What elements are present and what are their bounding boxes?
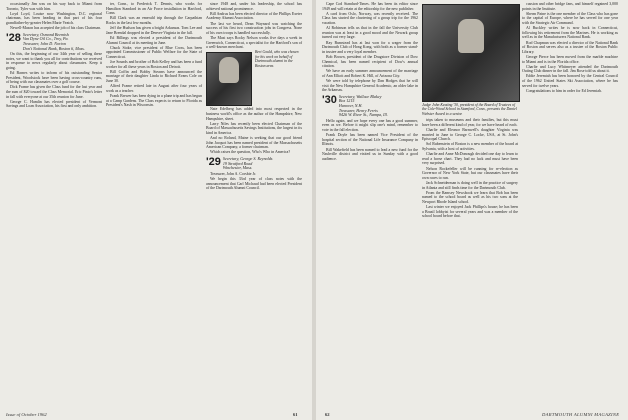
paragraph: Al Robinson tells us that in the fall the University Club reunion was at least in a good mood and the Newark group turned out very large.	[322, 26, 418, 40]
address-line: Hanover, N.H.	[338, 103, 363, 109]
class-year: '29	[206, 156, 221, 169]
paragraph: Bill Coffin and Bobby Stearns have announced the marriage of their daughter Linda to Richard Evans Cole on June 30.	[106, 69, 202, 84]
page-number: 62	[325, 412, 330, 417]
class-year: '30	[322, 93, 337, 106]
paragraph: Nelson Rockefeller will be running for re-election as Governor of New York State, but our classmates have their own races to run.	[422, 166, 518, 180]
paragraph: trips taken to museums and their families, but this must have been a different kind of year, for we have heard of each.	[422, 118, 518, 127]
paragraph: Newell-Mason has accepted the job of his class Chairman.	[10, 26, 102, 31]
photo-caption: Bert Gould, who was chosen for his work on behalf of Dartmouth alumni in the Boston area.	[255, 50, 299, 68]
paragraph: And no Roland, Maine is seeking that our good friend John Jacquot has been named president of the Massachusetts American Company, a former chairman.	[206, 136, 302, 150]
right-column-3	[522, 2, 618, 94]
paragraph: Larry Niles has recently been elected Chairman of the Board of Massachusetts Savings Institutions, the largest in its kind in America.	[206, 121, 302, 135]
paragraph: From the Ramsey Newsbook we learn that Bob has been named to the school board as well as his two sons at the Newport Rhode Island school.	[422, 190, 518, 204]
paragraph: Alfred Frame retired late in August after four years of work as a teacher.	[106, 84, 202, 93]
treasurer-line: Treasurer, Henry Ferris	[338, 107, 378, 113]
paragraph: Ed Billings was elected a president of the Dartmouth Alumni Council at its meeting in June.	[106, 35, 202, 45]
paragraph: ter, Conn., to Frederick T. Dennis, who works for Hamilton Standard in an Air Force installation in Hartford, Conn.	[106, 2, 202, 16]
treasurer-line: Treasurer, John D. Norton	[22, 40, 66, 46]
left-page	[0, 0, 312, 420]
issue-month: October 1962	[21, 412, 47, 417]
paragraph: Bill Andrus has been elected director of the Phillips Exeter Academy Alumni Association.	[206, 11, 302, 21]
paragraph: We have an early summer announcement of the marriage of Ann Elliott and Robert K. Hill, of Arizona City.	[322, 69, 418, 78]
paragraph: The last we heard, Dean Waynard was watching the success of his first two construction jobs in Congress. None of his own troops is handled successfully.	[206, 21, 302, 35]
paragraph: Sherm Paine is the one member of the Class who has gone to the capital of Europe, where he has served for one year with the Strategic Air Command.	[522, 11, 618, 25]
paragraph: Hello again, and we hope every one has a good summer, even as we. Before it might slip one's mind, remember to vote in the fall election.	[322, 118, 418, 132]
paragraph: Jeff the Hudson has given a bright Arkansas. Tom Lee and Jane Brendal dropped in the Denver-Virginia in the fall.	[106, 26, 202, 35]
class-officers	[339, 95, 407, 118]
paragraph: A card from Oslo, Norway, was recently received. The Class has started the chartering of a group trip for the 1962 vacation.	[322, 11, 418, 25]
right-column-2	[422, 2, 518, 219]
paragraph: Nate Edelberg has added into most respected in the business world's office as the author of the Hampshire, New Hampshire, sheet.	[206, 107, 302, 121]
photo-caption: Judge John Keating '30, president of the Board of Trustees of the Cole-Wood School in Stamford, Conn., presents the Daniel Webster Award to a senior.	[422, 103, 517, 116]
class-section-header-30	[322, 95, 418, 118]
page-number: 61	[293, 412, 298, 417]
paragraph: Ray Bumstead has at last won for a wager from the Dartmouth Club of Hong Kong, with both as a former stand-in trustee and a very loyal member.	[322, 40, 418, 54]
paragraph: On this, the beginning of our 34th year of selling these notes, we want to thank you all for contributions we received in response to news regularly about classmates. Keep it going.	[6, 52, 102, 70]
right-page	[316, 0, 628, 420]
paragraph: Which raises the question, Who's Who in America?	[210, 150, 291, 155]
portrait-face	[219, 57, 239, 83]
left-column-1	[6, 2, 102, 110]
paragraph: Bill Wakefield has been named to lead a new fund for the Nashville district and visited us in Sunday with a good audience.	[322, 147, 418, 161]
paragraph: Charlie and Lucy Whitmeyer attended the Dartmouth Outing Club dinner in the fall. Jim Rose told us about it.	[522, 64, 618, 74]
address-line: Winchester, Mass.	[222, 165, 253, 171]
paragraph: The Mast says Rocky Nelson works five days a week in Greenwich, Connecticut, a specialist for the Hartford's son of a well-known merchant.	[206, 35, 302, 50]
portrait-photo	[206, 52, 252, 106]
address-line: 19 Stratford Road	[222, 160, 253, 166]
class-officers	[223, 157, 291, 171]
secretary-line: Secretary, Osmond Beemish	[22, 31, 69, 37]
address-line: Van Dyne Oil Co., Troy, Pa.	[22, 36, 69, 42]
paragraph: Jack Schneiderman is doing well in the practice of surgery in Atlanta and still finds time for the Dartmouth Club.	[422, 180, 518, 190]
paragraph: Congratulations to him in order for Ed Jeremiah.	[526, 88, 602, 93]
paragraph: Bob Brown, president of the Drugstore Division of Dow Chemical, has been named recipient of Dow's annual citation.	[322, 54, 418, 69]
address-line: 9426 W. River St., Nampa, Ill.	[338, 112, 388, 118]
paragraph: George Pierce has been moved from the marble machine to Miami and is in the Florida office.	[522, 54, 618, 64]
class-section-header-28	[6, 33, 102, 51]
paragraph: George C. Hamlin has elected president of Vermont Savings and Loan Association, his first and only ambition.	[6, 99, 102, 109]
photo-figures	[458, 19, 484, 53]
paragraph: Rod Chapman was elected a director of the National Bank of Boston and serves also as a trustee of the Boston Public Library.	[522, 40, 618, 54]
paragraph: Al Buckley writes he is now back in Connecticut, following his retirement from the Marines. He is working as well as in the Manufacturers National Bank.	[522, 26, 618, 40]
paragraph: Joe Sounds and brother of Bob Kelley and has been a fund worker for all these years in Boston and Detroit.	[106, 60, 202, 69]
left-column-3	[206, 2, 302, 191]
paragraph: Cape Cod Standard-Times. He has been its editor since 1949 and will retain at the editorship for the new publisher.	[322, 2, 418, 11]
paragraph: occasionally Jim was on his way back to Miami from Toronto, Tyler was with him.	[6, 2, 102, 11]
paragraph: Eddie Jeremiah has been honored by the Central Council of the 1962 United States Ski Association, where he has served for twelve years.	[522, 74, 618, 88]
ceremony-photo	[422, 4, 520, 102]
right-page-number-wrap	[322, 412, 333, 417]
paragraph: Sol Rubenstein of Boston is a new member of the board at Sylvania, with a host of activities.	[422, 142, 518, 151]
paragraph: Charlie and Eleanor Barnwell's daughter Virginia was married in June to George C. Locke, USA, at St. John's Episcopal Church.	[422, 128, 518, 142]
paragraph: Loyd Loyd, Louise now Washington, D.C. regional chairman, has been heading in that part of his four grandfather-by-greater Helen Marie Veatch.	[6, 11, 102, 25]
paragraph: Frank Brewer has been dying in a plane trip and has begun at a Camp Gardens. The Class expects to return to Florida as President's Nash in Wisconsin.	[106, 94, 202, 108]
paragraph: cussion and other bridge fans, and himself regained 3,000 points in the Institute.	[522, 2, 618, 11]
paragraph: Last winter we enjoyed Jack Phillips's house; he has been a Brazil lobbyist for several years and was a member of the school board before that.	[422, 205, 518, 219]
paragraph: Treasurer, John A. Corsbie Jr.	[210, 171, 257, 176]
left-page-number-wrap	[290, 412, 301, 417]
paragraph: Charlie and Anne McDonough decided one day to learn to read a horse chart. They had no luck and must have been very surprised.	[422, 152, 518, 166]
paragraph: We were told by telephone by Dan Hodges that he will visit the New Hampshire General Academic, an older lake in the Arkansas.	[322, 79, 418, 93]
paragraph: since 1948 and, under his leadership, the school has achieved national prominence.	[206, 2, 302, 11]
secretary-line: Secretary, George S. Reynolds	[222, 156, 273, 162]
right-column-1	[322, 2, 418, 162]
left-page-footer	[6, 412, 47, 417]
class-officers	[23, 33, 91, 51]
left-column-2	[106, 2, 202, 108]
paragraph: Chuck Stoke, vice president of Blue Cross, has been appointed Commissioner of Public Welfare for the State of Connecticut.	[106, 45, 202, 59]
issue-prefix: Issue of	[6, 412, 21, 417]
address-line: Don't National Bank, Boston 6, Mass.	[22, 45, 85, 51]
magazine-name: DARTMOUTH ALUMNI MAGAZINE	[542, 412, 620, 417]
paragraph: Dick Frame has given the Class fund for the last year and the sum of $20 toward the Class Memorial. Eric Pinto's letter in fall with everyone at our 35th reunion for June.	[6, 85, 102, 99]
secretary-line: Secretary, Wallace Blakey	[338, 93, 382, 99]
class-year: '28	[6, 31, 21, 44]
address-line: Box 1215	[338, 98, 355, 104]
class-section-header-29	[206, 157, 302, 171]
paragraph: Bill Clark was an emerald trip through the Carpathian Rocks in the last few months.	[106, 16, 202, 25]
paragraph: We begin this 33rd year of class notes with the announcement that Carl Michaud had been elected President of the Dartmouth Alumni Council.	[206, 177, 302, 191]
paragraph: Frank Doyle has been named Vice President of the hospital section of the National Life Insurance Company in Illinois.	[322, 133, 418, 147]
paragraph: Ed Barnes writes to inform of his outstanding Senior President, Woodstock have been having cross-country runs, of being with our classmates over a golf course.	[6, 71, 102, 85]
